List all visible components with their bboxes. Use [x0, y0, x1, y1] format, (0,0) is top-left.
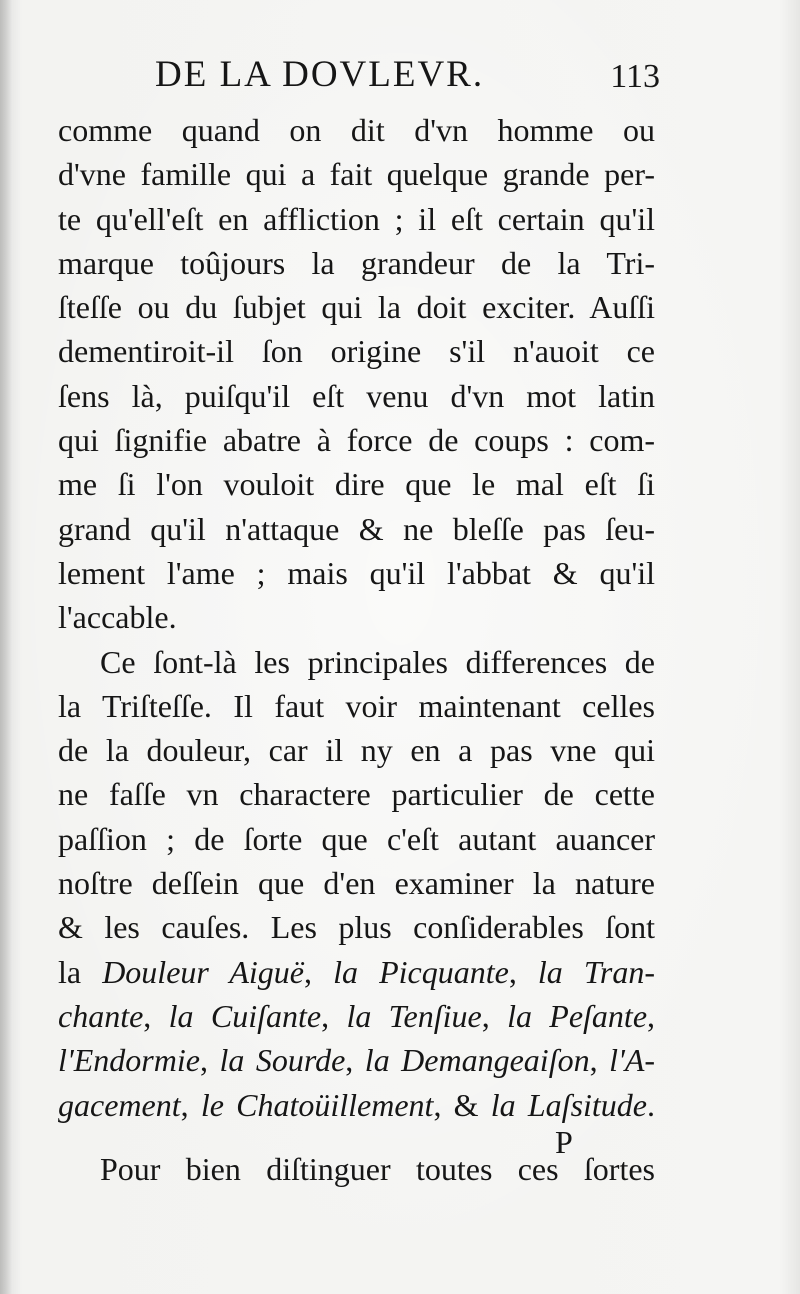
text-segment: , [321, 997, 347, 1034]
text-line: l'accable. [58, 599, 177, 636]
text-line: marque toûjours la grandeur de la Tri- [58, 244, 655, 281]
text-segment: , [589, 1042, 610, 1079]
italic-term: la Sourde [219, 1042, 346, 1079]
italic-term: gacement [58, 1086, 181, 1123]
text-segment: , [345, 1042, 365, 1079]
italic-term: l'Endormie [58, 1042, 200, 1079]
italic-term: la Tran- [537, 953, 655, 990]
text-line: qui ſignifie abatre à force de coups : com- [58, 422, 655, 459]
text-segment: , [481, 997, 508, 1034]
italic-term: la Tenſiue [346, 997, 482, 1034]
text-segment: , [304, 953, 334, 990]
paragraph-1 [58, 108, 655, 640]
signature-mark: P [555, 1124, 573, 1160]
text-line-list [58, 950, 655, 994]
body-text [58, 108, 655, 1191]
text-line: lement l'ame ; mais qu'il l'abbat & qu'il [58, 554, 655, 591]
running-title: DE LA DOVLEVR. [155, 54, 485, 95]
text-segment: , [143, 997, 169, 1034]
italic-term: Douleur Aiguë [102, 953, 304, 990]
text-line: Pour bien diſtinguer toutes ces ſortes [100, 1150, 655, 1187]
text-line: ſens là, puiſqu'il eſt venu d'vn mot latin [58, 377, 655, 414]
page-number: 113 [610, 58, 660, 95]
text-segment: , [647, 997, 655, 1034]
text-line: d'vne famille qui a fait quelque grande per- [58, 156, 655, 193]
text-segment: , [180, 1086, 201, 1123]
italic-term: la Picquante [333, 953, 509, 990]
italic-term: la Demangeaiſon [364, 1042, 590, 1079]
text-line: paſſion ; de ſorte que c'eſt autant auancer [58, 820, 655, 857]
text-segment: , [199, 1042, 220, 1079]
paragraph-2 [58, 640, 655, 1127]
text-line: grand qu'il n'attaque & ne bleſſe pas ſeu- [58, 510, 655, 547]
text-line-list [58, 1083, 655, 1127]
text-line: dementiroit-il ſon origine s'il n'auoit ce [58, 333, 655, 370]
text-line: & les cauſes. Les plus conſiderables ſont [58, 909, 655, 946]
text-line: ne faſſe vn charactere particulier de cette [58, 776, 655, 813]
italic-term: le Chatoüillement [200, 1086, 434, 1123]
text-line: te qu'ell'eſt en affliction ; il eſt certain qu'il [58, 200, 655, 237]
text-line: me ſi l'on vouloit dire que le mal eſt ſi [58, 466, 655, 503]
italic-term: chante [58, 997, 144, 1034]
text-line: Ce ſont-là les principales differences de [100, 643, 655, 680]
text-line-list [58, 1038, 655, 1082]
italic-term: la Peſante [507, 997, 648, 1034]
text-segment: , [508, 953, 538, 990]
text-line: comme quand on dit d'vn homme ou [58, 112, 655, 148]
italic-term: l'A- [609, 1042, 655, 1079]
text-segment: , & [433, 1086, 491, 1123]
running-head [155, 55, 660, 95]
text-line: de la douleur, car il ny en a pas vne qui [58, 732, 655, 769]
text-segment: la [58, 953, 103, 990]
text-line: la Triſteſſe. Il faut voir maintenant celles [58, 687, 655, 724]
italic-term: la Cuiſante [168, 997, 322, 1034]
text-line: noſtre deſſein que d'en examiner la nature [58, 865, 655, 902]
text-line: ſteſſe ou du ſubjet qui la doit exciter. Auſſi [58, 289, 655, 326]
italic-term: la Laſsitude [490, 1086, 648, 1123]
text-line-list [58, 994, 655, 1038]
text-segment: . [647, 1086, 655, 1123]
binding-shadow [0, 0, 12, 1294]
